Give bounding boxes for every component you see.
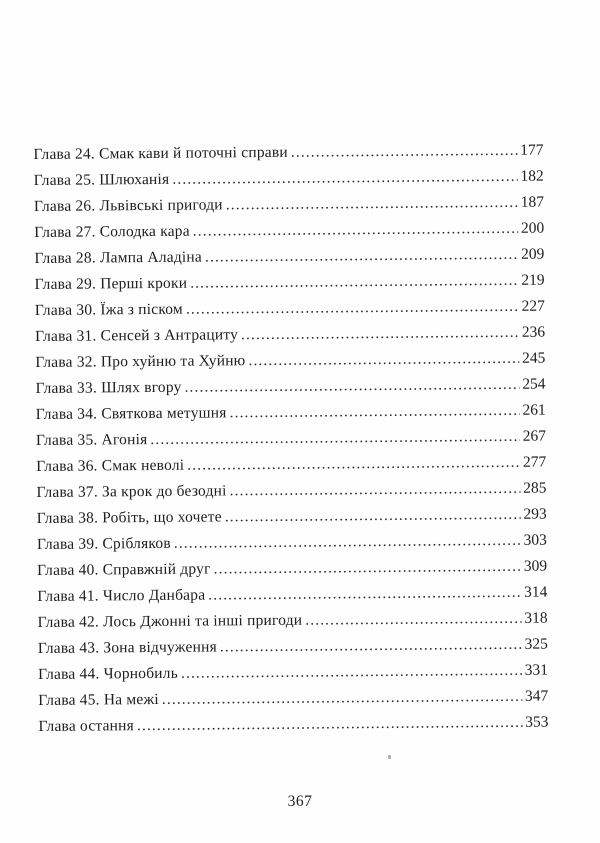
toc-entry-title: Глава 43. Зона відчуження bbox=[37, 638, 217, 657]
toc-entry-page: 219 bbox=[521, 271, 545, 289]
toc-entry-page: 182 bbox=[520, 167, 544, 185]
toc-entry-page: 293 bbox=[523, 505, 547, 523]
toc-entry-page: 227 bbox=[521, 297, 545, 315]
toc-entry-page: 254 bbox=[522, 375, 546, 393]
dot-leader bbox=[291, 138, 518, 166]
page-number: 367 bbox=[287, 793, 313, 810]
toc-entry-page: 325 bbox=[524, 635, 548, 653]
toc-entry-page: 261 bbox=[522, 401, 546, 419]
toc-entry-title: Глава 36. Смак неволі bbox=[36, 456, 185, 475]
toc-entry-page: 353 bbox=[525, 713, 549, 731]
dot-leader bbox=[193, 216, 518, 245]
toc-entry-page: 309 bbox=[523, 557, 548, 575]
toc-entry-page: 245 bbox=[521, 349, 546, 367]
toc-entry-page: 303 bbox=[523, 531, 547, 549]
toc-entry-title: Глава 38. Робіть, що хочете bbox=[36, 508, 222, 527]
dot-leader bbox=[162, 684, 522, 713]
dot-leader bbox=[181, 658, 522, 687]
toc-entry-page: 209 bbox=[521, 245, 545, 263]
toc-entry-page: 200 bbox=[520, 219, 545, 237]
toc-entry-page: 177 bbox=[520, 141, 544, 159]
toc-entry-title: Глава 29. Перші кроки bbox=[34, 274, 188, 294]
toc-entry-title: Глава 44. Чорнобиль bbox=[37, 664, 179, 683]
dot-leader bbox=[150, 424, 520, 453]
dot-leader bbox=[241, 320, 519, 348]
toc-entry-title: Глава 41. Число Данбара bbox=[37, 586, 206, 605]
toc-entry-title: Глава 40. Справжній друг bbox=[37, 560, 211, 579]
toc-entry-title: Глава 42. Лось Джонні та інші пригоди bbox=[37, 611, 303, 631]
toc-list bbox=[33, 138, 548, 740]
toc-entry-title: Глава 32. Про хуйню та Хуйню bbox=[35, 352, 246, 372]
dot-leader bbox=[225, 502, 521, 531]
toc-entry-title: Глава 27. Солодка кара bbox=[34, 222, 190, 242]
toc-entry-page: 285 bbox=[523, 479, 547, 497]
dot-leader bbox=[226, 190, 518, 219]
toc-entry-title: Глава 24. Смак кави й поточні справи bbox=[33, 143, 288, 164]
toc-entry-page: 277 bbox=[522, 453, 547, 471]
toc-entry-title: Глава 34. Святкова метушня bbox=[35, 404, 227, 424]
toc-entry-title: Глава 30. Їжа з піском bbox=[34, 300, 183, 320]
toc-entry-page: 318 bbox=[524, 609, 548, 627]
dot-leader bbox=[213, 554, 520, 583]
toc-entry-title: Глава остання bbox=[38, 717, 135, 735]
toc-entry-page: 347 bbox=[524, 687, 549, 705]
toc-entry-page: 331 bbox=[524, 661, 549, 679]
dot-leader bbox=[230, 476, 521, 505]
dot-leader bbox=[184, 372, 519, 401]
dot-leader bbox=[248, 346, 519, 374]
dot-leader bbox=[205, 242, 518, 271]
scan-artifact bbox=[388, 755, 391, 759]
toc-entry-title: Глава 25. Шлюханія bbox=[33, 170, 170, 190]
dot-leader bbox=[229, 398, 519, 427]
toc-entry-page: 314 bbox=[524, 583, 548, 601]
toc-entry-title: Глава 39. Срібляков bbox=[36, 534, 171, 553]
toc-entry-title: Глава 35. Агонія bbox=[35, 431, 148, 449]
toc-entry-title: Глава 37. За крок до безодні bbox=[36, 482, 227, 501]
toc-entry-page: 187 bbox=[520, 193, 545, 211]
dot-leader bbox=[208, 580, 521, 609]
dot-leader bbox=[220, 632, 522, 661]
toc-entry-title: Глава 28. Лампа Аладіна bbox=[34, 248, 203, 268]
toc-entry bbox=[38, 710, 548, 740]
toc-entry-page: 267 bbox=[522, 427, 547, 445]
toc-entry-page: 236 bbox=[521, 323, 546, 341]
dot-leader bbox=[190, 268, 518, 297]
dot-leader bbox=[305, 606, 521, 634]
toc-entry-title: Глава 26. Львівські пригоди bbox=[33, 196, 223, 216]
dot-leader bbox=[172, 164, 517, 193]
toc-entry-title: Глава 31. Сенсей з Антрациту bbox=[35, 326, 239, 346]
dot-leader bbox=[174, 528, 521, 557]
toc-entry-title: Глава 33. Шлях вгору bbox=[35, 378, 182, 398]
dot-leader bbox=[137, 710, 522, 739]
dot-leader bbox=[186, 294, 519, 323]
toc-entry-title: Глава 45. На межі bbox=[38, 690, 159, 709]
dot-leader bbox=[187, 450, 520, 479]
